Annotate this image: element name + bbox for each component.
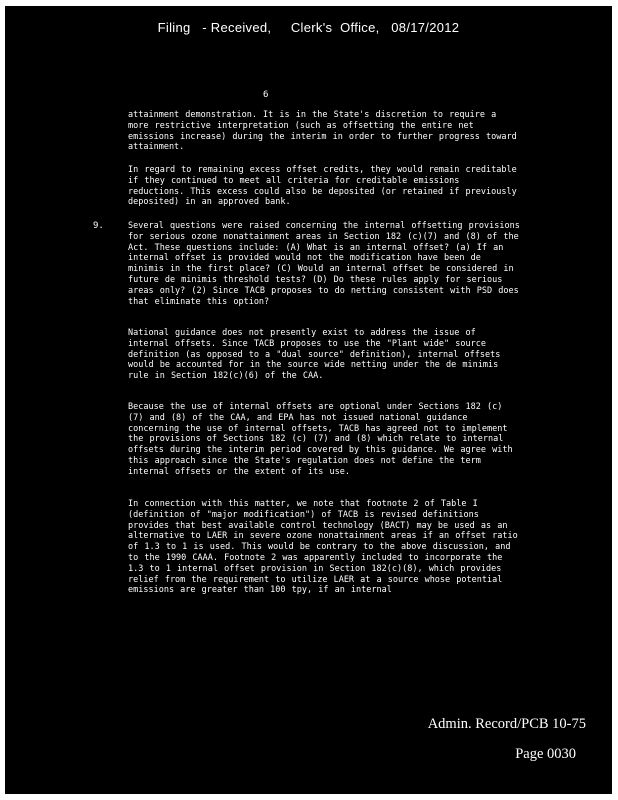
- paragraph-footnote: In connection with this matter, we note that footnote 2 of Table I (definition of "major modification") of TACB is revised definitions provides that best available control technology (BACT) may be used as an alternative to LAER in severe ozone nonattainment areas if an offset ratio of 1.3 to 1 is used. This would be contrary to the above discussion, and to the 1990 CAAA. Footnote 2 was apparently included to incorporate the 1.3 to 1 internal offset provision in Section 182(c)(8), which provides relief from the requirement to utilize LAER at a source whose potential emissions are greater than 100 tpy, if an internal: [128, 499, 518, 596]
- admin-record-stamp: Admin. Record/PCB 10-75: [427, 716, 586, 732]
- scanned-page: [5, 6, 612, 794]
- paragraph-optional-offsets: Because the use of internal offsets are optional under Sections 182 (c) (7) and (8) of the CAA, and EPA has not issued national guidance concerning the use of internal offsets, TACB has agreed not to implement the provisions of Sections 182 (c) (7) and (8) which relate to internal offsets during the interim period covered by this guidance. We agree with this approach since the State's regulation does not define the term internal offsets or the extent of its use.: [128, 402, 513, 477]
- paragraph-questions: Several questions were raised concerning the internal offsetting provisions for serious ozone nonattainment areas in Section 182 (c)(7) and (8) of the Act. These questions include: (A) What is an internal offset? (a) If an internal offset is provided would not the modification have been de minimis in the first place? (C) Would an internal offset be considered in future de minimis threshold tests? (D) Do these rules apply for serious areas only? (2) Since TACB proposes to do netting consistent with PSD does that eliminate this option?: [128, 221, 520, 307]
- page-stamp: Page 0030: [515, 746, 576, 762]
- paragraph-national-guidance: National guidance does not presently exist to address the issue of internal offsets. Since TACB proposes to use the "Plant wide" source definition (as opposed to a "dual source" definition), internal offsets would be accounted for in the source wide netting under the de minimis rule in Section 182(c)(6) of the CAA.: [128, 328, 501, 382]
- filing-header: Filing - Received, Clerk's Office, 08/17/2012: [157, 20, 460, 35]
- item-number: 9.: [93, 221, 104, 231]
- page-number: 6: [263, 90, 269, 100]
- paragraph-excess-offsets: In regard to remaining excess offset credits, they would remain creditable if they continued to meet all criteria for creditable emissions reductions. This excess could also be deposited (or retained if previously deposited) in an approved bank.: [128, 165, 517, 208]
- paragraph-attainment: attainment demonstration. It is in the State's discretion to require a more restrictive interpretation (such as offsetting the entire net emissions increase) during the interim in order to further progress toward attainment.: [128, 110, 517, 153]
